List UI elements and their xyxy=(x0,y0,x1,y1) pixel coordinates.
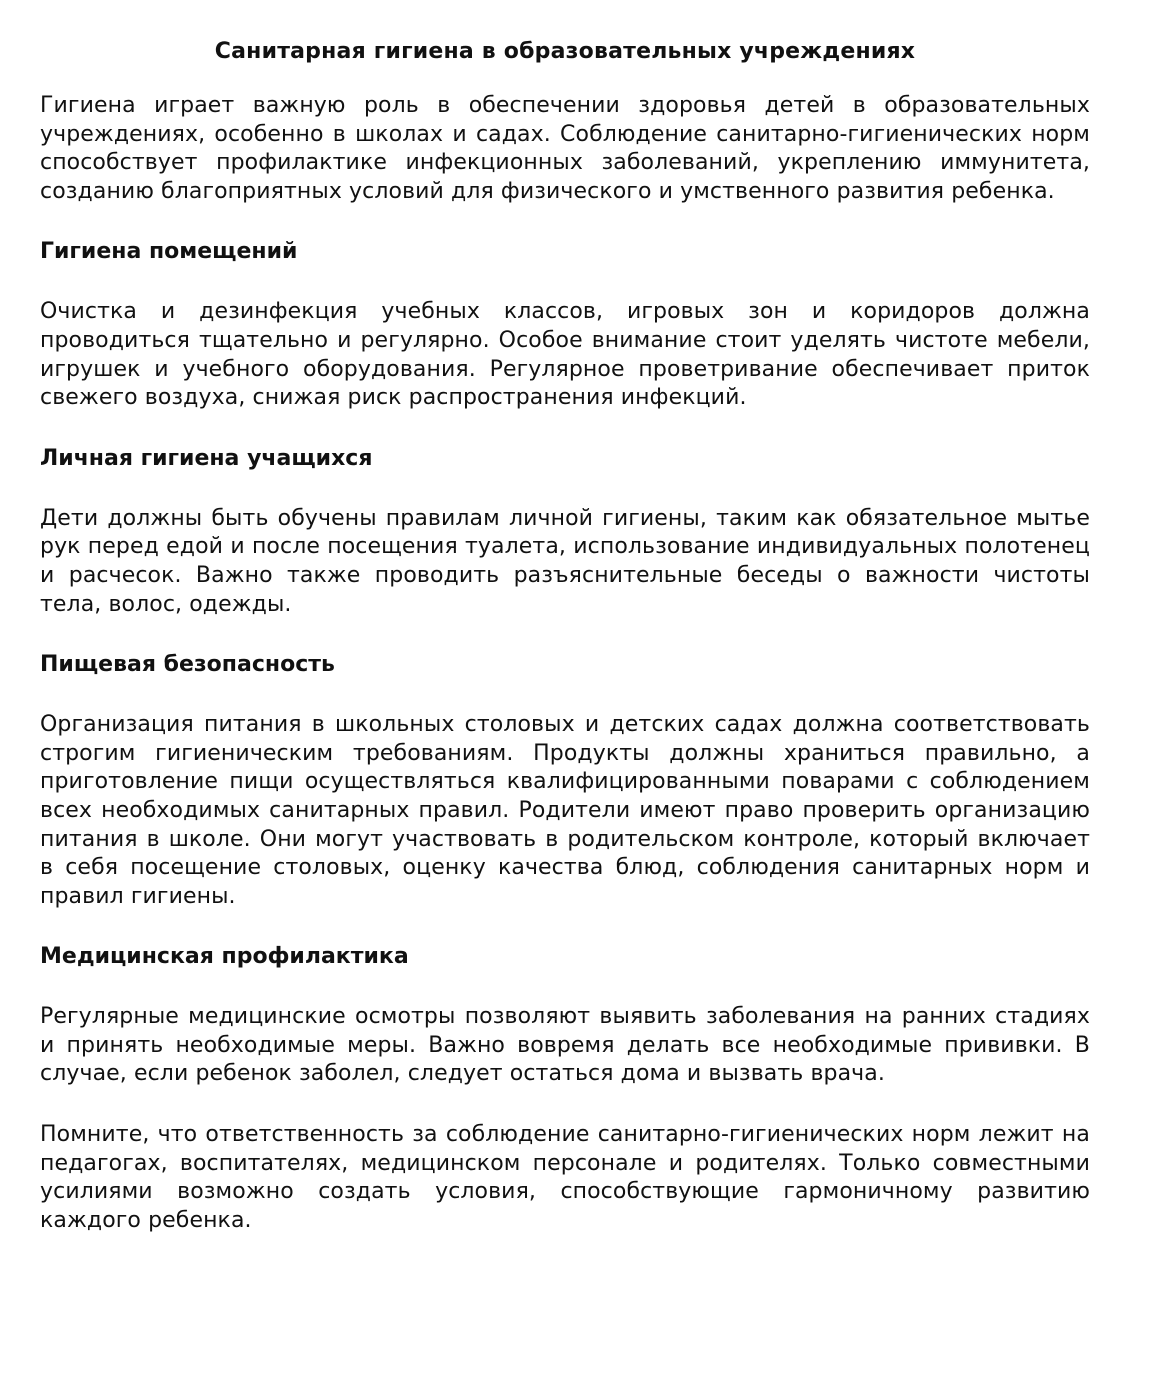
intro-paragraph: Гигиена играет важную роль в обеспечении здоровья детей в образовательных учреждениях, особенно в школах и садах. Соблюдение санитарно-гигиенических норм способствует профилактике инфекционных заболеваний, укреплению иммунитета, созданию благоприятных условий для физического и умственного развития ребенка. xyxy=(40,93,1090,204)
section-paragraph: Очистка и дезинфекция учебных классов, игровых зон и коридоров должна проводиться тщательно и регулярно. Особое внимание стоит уделять чистоте мебели, игрушек и учебного оборудования. Регулярное проветривание обеспечивает приток свежего воздуха, снижая риск распространения инфекций. xyxy=(40,299,1090,411)
section-paragraph: Дети должны быть обучены правилам личной гигиены, таким как обязательное мытье рук перед едой и после посещения туалета, использование индивидуальных полотенец и расчесок. Важно также проводить разъяснительные беседы о важности чистоты тела, волос, одежды. xyxy=(40,505,1090,617)
section-heading: Гигиена помещений xyxy=(40,239,298,265)
section-food-safety xyxy=(40,651,1090,911)
section-premises-hygiene xyxy=(40,238,1090,412)
section-heading: Личная гигиена учащихся xyxy=(40,445,373,471)
section-heading: Медицинская профилактика xyxy=(40,944,409,970)
section-personal-hygiene xyxy=(40,445,1090,619)
section-paragraph: Организация питания в школьных столовых и детских садах должна соответствовать строгим гигиеническим требованиям. Продукты должны храниться правильно, а приготовление пищи осуществляться квалифицированными поварами с соблюдением всех необходимых санитарных правил. Родители имеют право проверить организацию питания в школе. Они могут участвовать в родительском контроле, который включает в себя посещение столовых, оценку качества блюд, соблюдения санитарных норм и правил гигиены. xyxy=(40,712,1090,909)
section-medical-prevention xyxy=(40,943,1090,1089)
document-title: Санитарная гигиена в образовательных учреждениях xyxy=(214,39,916,64)
section-paragraph: Регулярные медицинские осмотры позволяют выявить заболевания на ранних стадиях и принять необходимые меры. Важно вовремя делать все необходимые прививки. В случае, если ребенок заболел, следует остаться дома и вызвать врача. xyxy=(40,1004,1090,1087)
conclusion-paragraph: Помните, что ответственность за соблюдение санитарно-гигиенических норм лежит на педагогах, воспитателях, медицинском персонале и родителях. Только совместными усилиями возможно создать условия, способствующие гармоничному развитию каждого ребенка. xyxy=(40,1122,1090,1233)
section-heading: Пищевая безопасность xyxy=(40,652,335,678)
